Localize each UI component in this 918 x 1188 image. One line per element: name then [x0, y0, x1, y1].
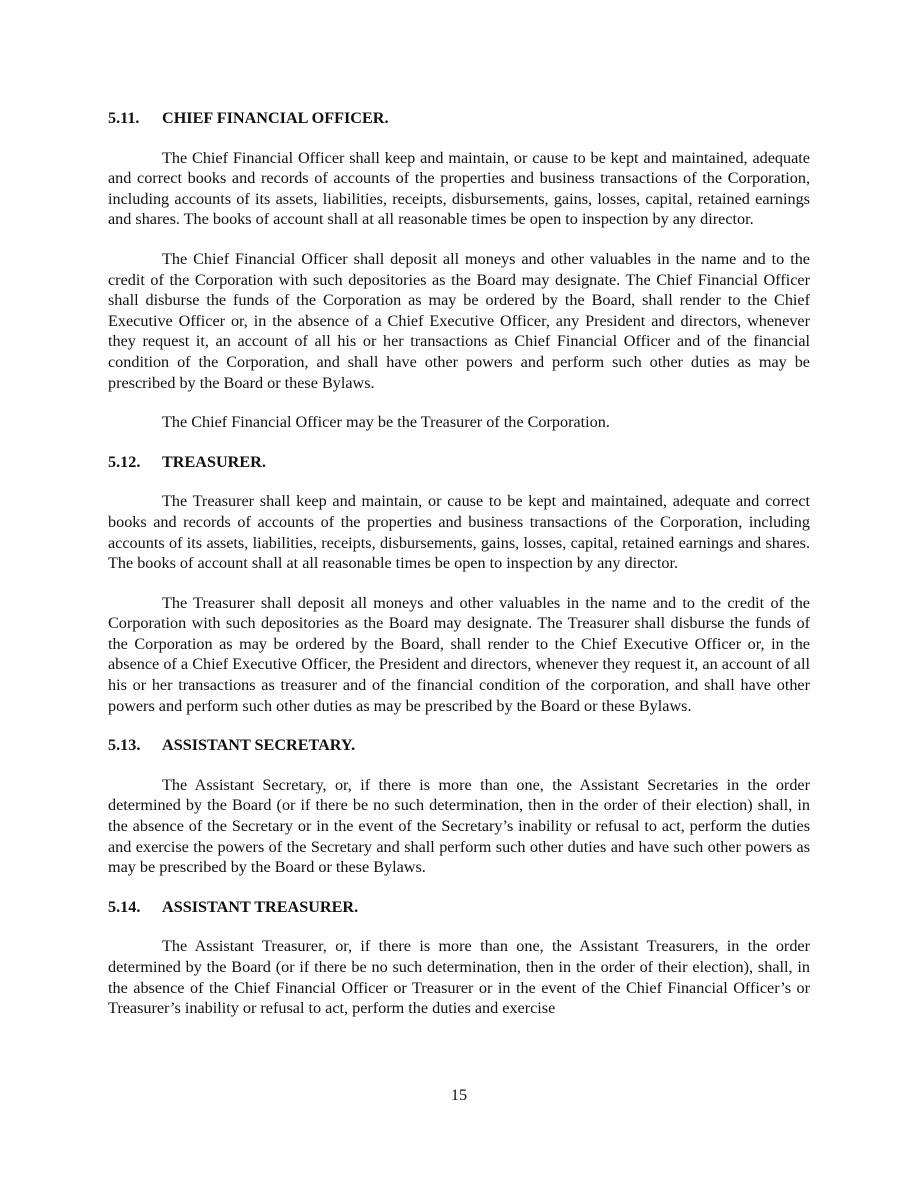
section-heading-5-13: [108, 735, 810, 756]
paragraph: The Treasurer shall keep and maintain, or cause to be kept and maintained, adequate and correct books and records of accounts of the properties and business transactions of the Corporation, including accounts of its assets, liabilities, receipts, disbursements, gains, losses, capital, retained earnings and shares. The books of account shall at all reasonable times be open to inspection by any director.: [108, 492, 810, 573]
section-title: ASSISTANT SECRETARY.: [162, 736, 356, 755]
section-number: 5.12.: [108, 452, 141, 471]
paragraph: The Chief Financial Officer shall keep and maintain, or cause to be kept and maintained, adequate and correct books and records of accounts of the properties and business transactions of the Corporation, including accounts of its assets, liabilities, receipts, disbursements, gains, losses, capital, retained earnings and shares. The books of account shall at all reasonable times be open to inspection by any director.: [108, 148, 810, 229]
paragraph: The Chief Financial Officer may be the Treasurer of the Corporation.: [162, 413, 610, 432]
section-number: 5.11.: [108, 109, 140, 127]
paragraph: The Assistant Secretary, or, if there is more than one, the Assistant Secretaries in the order determined by the Board (or if there be no such determination, then in the order of their election) shall, in the absence of the Secretary or in the event of the Secretary’s inability or refusal to act, perform the duties and exercise the powers of the Secretary and shall perform such other duties and have such other powers as may be prescribed by the Board or these Bylaws.: [108, 775, 810, 877]
page-number: 15: [450, 1086, 468, 1104]
section-number: 5.14.: [108, 897, 141, 916]
section-number: 5.13.: [108, 736, 141, 755]
paragraph: The Assistant Treasurer, or, if there is more than one, the Assistant Treasurers, in the order determined by the Board (or if there be no such determination, then in the order of their election), shall, in the absence of the Chief Financial Officer or Treasurer or in the event of the Chief Financial Officer’s or Treasurer’s inability or refusal to act, perform the duties and exercise: [108, 937, 810, 1018]
section-heading-5-14: [108, 897, 810, 918]
section-title: CHIEF FINANCIAL OFFICER.: [162, 109, 389, 127]
document-page: [108, 108, 810, 1019]
section-title: TREASURER.: [162, 452, 266, 471]
section-heading-5-11: [108, 108, 810, 129]
section-title: ASSISTANT TREASURER.: [162, 897, 359, 916]
paragraph: The Chief Financial Officer shall deposit all moneys and other valuables in the name and to the credit of the Corporation with such depositories as the Board may designate. The Chief Financial Officer shall disburse the funds of the Corporation as may be ordered by the Board, shall render to the Chief Executive Officer or, in the absence of a Chief Executive Officer, any President and directors, whenever they request it, an account of all his or her transactions as Chief Financial Officer and of the financial condition of the Corporation, and shall have other powers and perform such other duties as may be prescribed by the Board or these Bylaws.: [108, 249, 810, 392]
paragraph: The Treasurer shall deposit all moneys and other valuables in the name and to the credit of the Corporation with such depositories as the Board may designate. The Treasurer shall disburse the funds of the Corporation as may be ordered by the Board, shall render to the Chief Executive Officer or, in the absence of a Chief Executive Officer, the President and directors, whenever they request it, an account of all his or her transactions as treasurer and of the financial condition of the corporation, and shall have other powers and perform such other duties as may be prescribed by the Board or these Bylaws.: [108, 593, 810, 715]
section-heading-5-12: [108, 452, 810, 473]
